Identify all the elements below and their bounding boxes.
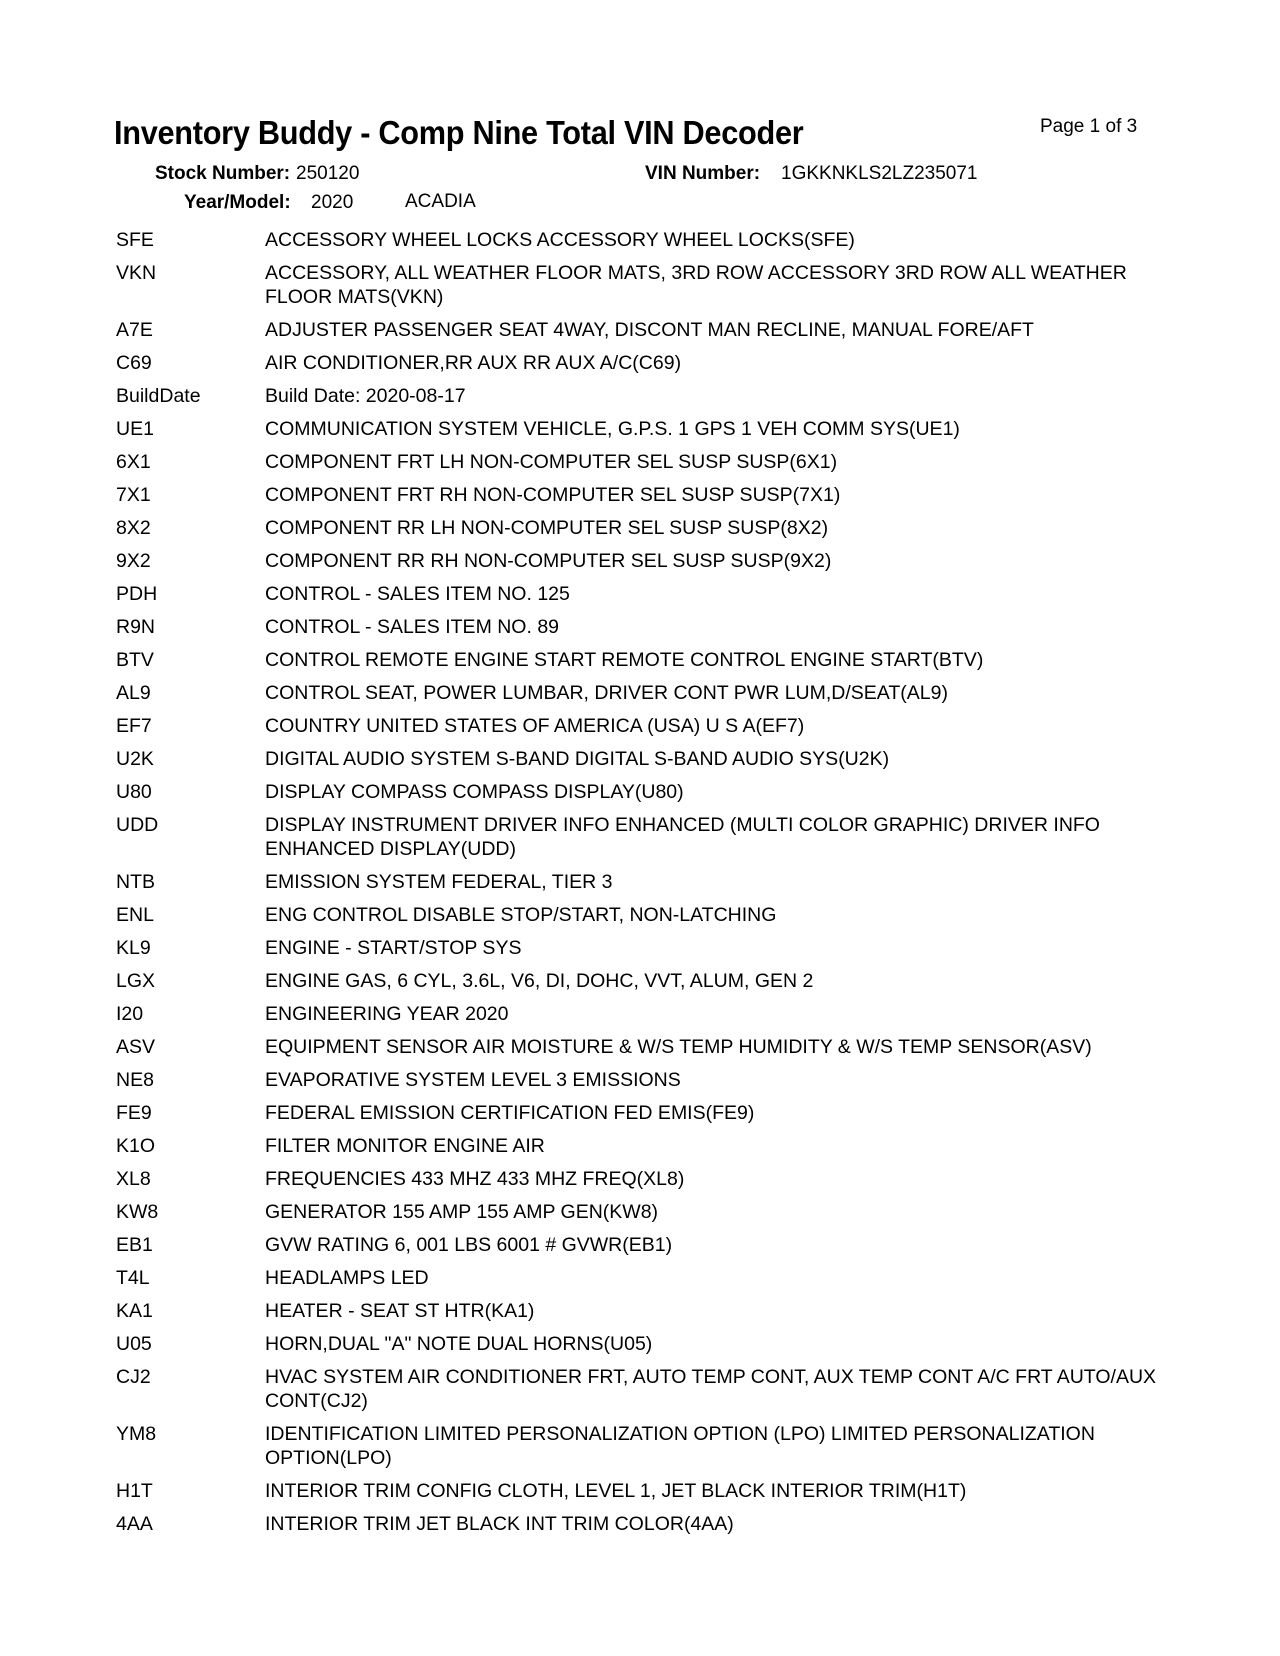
option-description: FILTER MONITOR ENGINE AIR bbox=[265, 1135, 545, 1157]
option-code: BTV bbox=[116, 649, 154, 671]
option-row bbox=[116, 1332, 1176, 1356]
option-code: T4L bbox=[116, 1267, 150, 1289]
option-row bbox=[116, 936, 1176, 960]
option-code: SFE bbox=[116, 229, 154, 251]
option-code: 6X1 bbox=[116, 451, 151, 473]
option-row bbox=[116, 1422, 1176, 1470]
option-code: H1T bbox=[116, 1480, 153, 1502]
option-description: ACCESSORY, ALL WEATHER FLOOR MATS, 3RD ROW ACCESSORY 3RD ROW ALL WEATHER FLOOR MATS(VKN) bbox=[265, 262, 1127, 308]
option-code: 4AA bbox=[116, 1513, 153, 1535]
option-row bbox=[116, 261, 1176, 309]
option-code: YM8 bbox=[116, 1423, 157, 1445]
option-row bbox=[116, 969, 1176, 993]
year-model-label: Year/Model: bbox=[184, 192, 291, 213]
option-row bbox=[116, 813, 1176, 861]
option-code: K1O bbox=[116, 1135, 156, 1157]
option-description: FEDERAL EMISSION CERTIFICATION FED EMIS(FE9) bbox=[265, 1102, 755, 1124]
option-row bbox=[116, 903, 1176, 927]
option-code: PDH bbox=[116, 583, 158, 605]
option-row bbox=[116, 780, 1176, 804]
option-description: HEADLAMPS LED bbox=[265, 1267, 429, 1289]
option-description: DIGITAL AUDIO SYSTEM S-BAND DIGITAL S-BAND AUDIO SYS(U2K) bbox=[265, 748, 890, 770]
option-description: HEATER - SEAT ST HTR(KA1) bbox=[265, 1300, 535, 1322]
option-description: CONTROL SEAT, POWER LUMBAR, DRIVER CONT PWR LUM,D/SEAT(AL9) bbox=[265, 682, 948, 704]
option-code: CJ2 bbox=[116, 1366, 151, 1388]
year-value: 2020 bbox=[311, 192, 354, 213]
option-row bbox=[116, 1002, 1176, 1026]
option-description: FREQUENCIES 433 MHZ 433 MHZ FREQ(XL8) bbox=[265, 1168, 685, 1190]
option-description: GVW RATING 6, 001 LBS 6001 # GVWR(EB1) bbox=[265, 1234, 673, 1256]
option-description: EMISSION SYSTEM FEDERAL, TIER 3 bbox=[265, 871, 613, 893]
option-row bbox=[116, 714, 1176, 738]
page-indicator: Page 1 of 3 bbox=[1040, 116, 1138, 137]
option-description: CONTROL - SALES ITEM NO. 89 bbox=[265, 616, 560, 638]
option-row bbox=[116, 681, 1176, 705]
model-value: ACADIA bbox=[405, 191, 476, 212]
option-description: INTERIOR TRIM CONFIG CLOTH, LEVEL 1, JET BLACK INTERIOR TRIM(H1T) bbox=[265, 1480, 967, 1502]
option-code: 9X2 bbox=[116, 550, 151, 572]
option-code: A7E bbox=[116, 319, 153, 341]
option-row bbox=[116, 549, 1176, 573]
option-row bbox=[116, 747, 1176, 771]
option-description: ENGINE GAS, 6 CYL, 3.6L, V6, DI, DOHC, VVT, ALUM, GEN 2 bbox=[265, 970, 814, 992]
option-row bbox=[116, 450, 1176, 474]
option-code: UE1 bbox=[116, 418, 154, 440]
option-row bbox=[116, 1035, 1176, 1059]
option-code: XL8 bbox=[116, 1168, 151, 1190]
option-description: EQUIPMENT SENSOR AIR MOISTURE & W/S TEMP HUMIDITY & W/S TEMP SENSOR(ASV) bbox=[265, 1036, 1092, 1058]
option-row bbox=[116, 1266, 1176, 1290]
option-row bbox=[116, 1512, 1176, 1536]
option-row bbox=[116, 1299, 1176, 1323]
option-row bbox=[116, 1233, 1176, 1257]
option-code: UDD bbox=[116, 814, 159, 836]
option-row bbox=[116, 1134, 1176, 1158]
option-description: ENGINE - START/STOP SYS bbox=[265, 937, 522, 959]
option-description: HVAC SYSTEM AIR CONDITIONER FRT, AUTO TEMP CONT, AUX TEMP CONT A/C FRT AUTO/AUX CONT(CJ2) bbox=[265, 1366, 1157, 1412]
option-row bbox=[116, 1365, 1176, 1413]
option-description: DISPLAY COMPASS COMPASS DISPLAY(U80) bbox=[265, 781, 684, 803]
option-description: ENG CONTROL DISABLE STOP/START, NON-LATCHING bbox=[265, 904, 777, 926]
stock-number-label: Stock Number: bbox=[155, 163, 291, 184]
option-code: KA1 bbox=[116, 1300, 153, 1322]
option-row bbox=[116, 582, 1176, 606]
option-row bbox=[116, 417, 1176, 441]
option-code: KL9 bbox=[116, 937, 151, 959]
option-row bbox=[116, 318, 1176, 342]
option-row bbox=[116, 483, 1176, 507]
stock-number-value: 250120 bbox=[296, 163, 360, 184]
option-description: ADJUSTER PASSENGER SEAT 4WAY, DISCONT MAN RECLINE, MANUAL FORE/AFT bbox=[265, 319, 1034, 341]
option-description: Build Date: 2020-08-17 bbox=[265, 385, 466, 407]
option-code: LGX bbox=[116, 970, 156, 992]
option-code: U05 bbox=[116, 1333, 152, 1355]
option-description: DISPLAY INSTRUMENT DRIVER INFO ENHANCED (MULTI COLOR GRAPHIC) DRIVER INFO ENHANCED DISPLAY(UDD) bbox=[265, 814, 1100, 860]
option-list bbox=[116, 228, 1176, 1545]
option-row bbox=[116, 1068, 1176, 1092]
option-row bbox=[116, 1479, 1176, 1503]
option-code: FE9 bbox=[116, 1102, 152, 1124]
option-row bbox=[116, 870, 1176, 894]
vin-number-label: VIN Number: bbox=[645, 163, 761, 184]
option-description: COMPONENT RR LH NON-COMPUTER SEL SUSP SUSP(8X2) bbox=[265, 517, 829, 539]
option-description: COUNTRY UNITED STATES OF AMERICA (USA) U S A(EF7) bbox=[265, 715, 805, 737]
option-row bbox=[116, 351, 1176, 375]
option-code: ENL bbox=[116, 904, 154, 926]
option-description: COMPONENT FRT RH NON-COMPUTER SEL SUSP SUSP(7X1) bbox=[265, 484, 841, 506]
option-code: 8X2 bbox=[116, 517, 151, 539]
option-code: I20 bbox=[116, 1003, 144, 1025]
option-code: KW8 bbox=[116, 1201, 159, 1223]
document-title: Inventory Buddy - Comp Nine Total VIN Decoder bbox=[114, 114, 804, 151]
option-code: R9N bbox=[116, 616, 156, 638]
option-code: EF7 bbox=[116, 715, 152, 737]
option-description: AIR CONDITIONER,RR AUX RR AUX A/C(C69) bbox=[265, 352, 682, 374]
option-description: COMMUNICATION SYSTEM VEHICLE, G.P.S. 1 GPS 1 VEH COMM SYS(UE1) bbox=[265, 418, 960, 440]
option-row bbox=[116, 516, 1176, 540]
option-row bbox=[116, 648, 1176, 672]
option-code: NE8 bbox=[116, 1069, 154, 1091]
option-description: CONTROL - SALES ITEM NO. 125 bbox=[265, 583, 570, 605]
option-code: AL9 bbox=[116, 682, 151, 704]
vin-number-value: 1GKKNKLS2LZ235071 bbox=[781, 163, 978, 184]
option-description: ENGINEERING YEAR 2020 bbox=[265, 1003, 509, 1025]
option-description: INTERIOR TRIM JET BLACK INT TRIM COLOR(4AA) bbox=[265, 1513, 734, 1535]
option-description: ACCESSORY WHEEL LOCKS ACCESSORY WHEEL LOCKS(SFE) bbox=[265, 229, 855, 251]
option-code: C69 bbox=[116, 352, 152, 374]
option-description: HORN,DUAL "A" NOTE DUAL HORNS(U05) bbox=[265, 1333, 653, 1355]
option-description: EVAPORATIVE SYSTEM LEVEL 3 EMISSIONS bbox=[265, 1069, 681, 1091]
option-row bbox=[116, 1200, 1176, 1224]
option-description: GENERATOR 155 AMP 155 AMP GEN(KW8) bbox=[265, 1201, 659, 1223]
option-row bbox=[116, 1101, 1176, 1125]
option-code: U80 bbox=[116, 781, 152, 803]
option-code: BuildDate bbox=[116, 385, 201, 407]
option-row bbox=[116, 1167, 1176, 1191]
option-code: 7X1 bbox=[116, 484, 151, 506]
option-description: CONTROL REMOTE ENGINE START REMOTE CONTROL ENGINE START(BTV) bbox=[265, 649, 984, 671]
option-description: COMPONENT RR RH NON-COMPUTER SEL SUSP SUSP(9X2) bbox=[265, 550, 832, 572]
option-code: ASV bbox=[116, 1036, 156, 1058]
option-code: NTB bbox=[116, 871, 155, 893]
option-row bbox=[116, 615, 1176, 639]
option-code: EB1 bbox=[116, 1234, 153, 1256]
option-description: COMPONENT FRT LH NON-COMPUTER SEL SUSP SUSP(6X1) bbox=[265, 451, 838, 473]
option-row bbox=[116, 228, 1176, 252]
option-code: VKN bbox=[116, 262, 157, 284]
option-description: IDENTIFICATION LIMITED PERSONALIZATION OPTION (LPO) LIMITED PERSONALIZATION OPTION(LPO) bbox=[265, 1423, 1095, 1469]
option-code: U2K bbox=[116, 748, 154, 770]
option-row bbox=[116, 384, 1176, 408]
